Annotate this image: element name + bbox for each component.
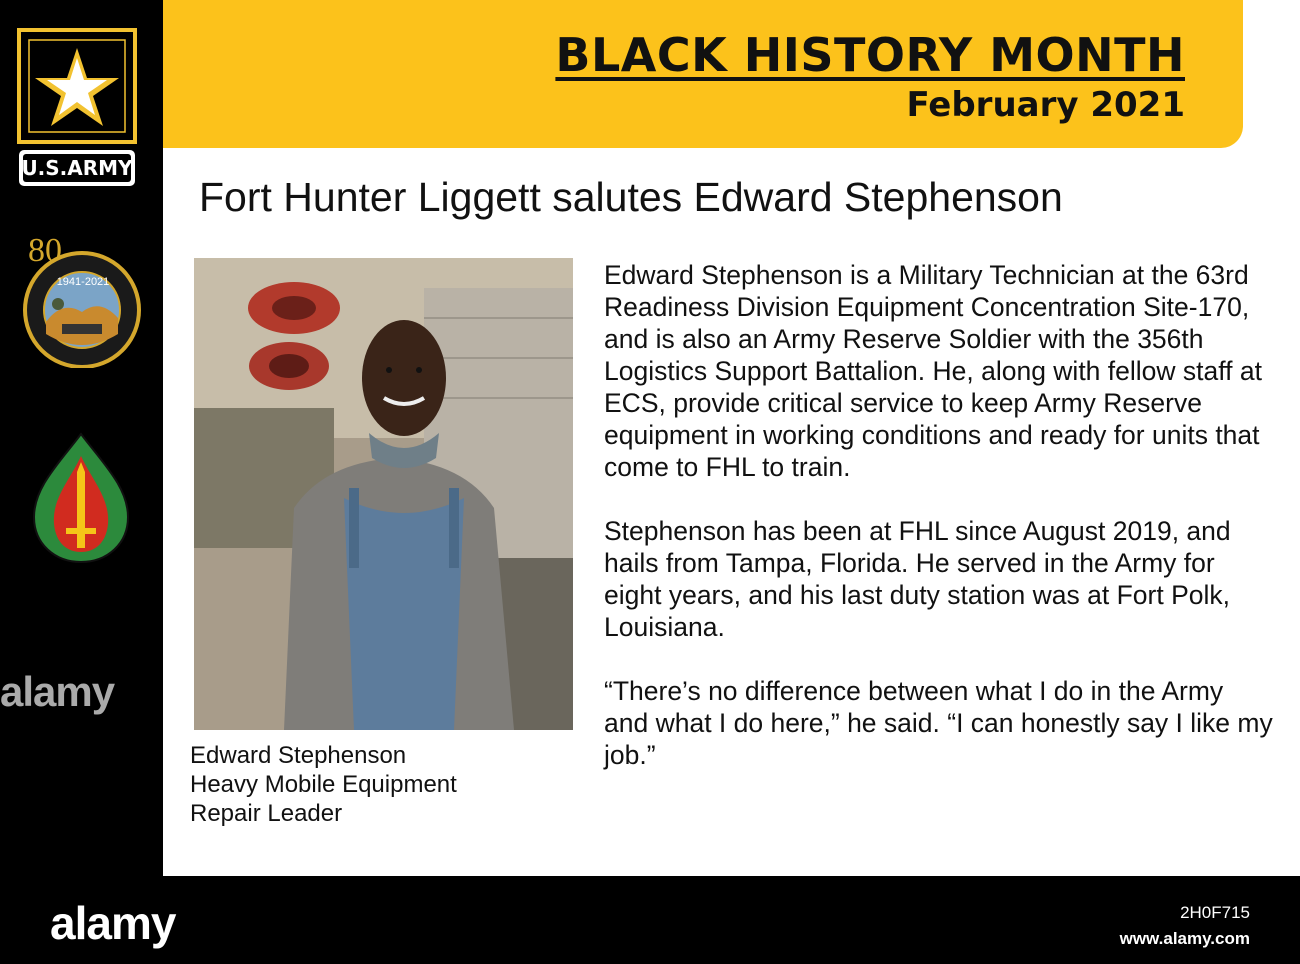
banner-title: BLACK HISTORY MONTH [555, 28, 1185, 82]
garrison-seal [18, 232, 144, 368]
army-logo-text: U.S.ARMY [21, 156, 133, 180]
paragraph-2: Stephenson has been at FHL since August 2019, and hails from Tampa, Florida. He served in the Army for eight years, and his last duty station was at Fort Polk, Louisiana. [604, 516, 1231, 642]
army-logo [17, 28, 137, 188]
headline: Fort Hunter Liggett salutes Edward Stephenson [199, 174, 1063, 220]
watermark-id [1120, 900, 1250, 952]
banner-subtitle: February 2021 [906, 85, 1185, 125]
division-patch [32, 432, 130, 564]
paragraph-3: “There’s no difference between what I do in the Army and what I do here,” he said. “I can honestly say I like my job.” [604, 676, 1273, 770]
watermark-image-id: 2H0F715 [1180, 903, 1250, 922]
banner [163, 0, 1243, 148]
sidebar [0, 0, 163, 876]
flame-sword-patch-icon [32, 432, 130, 564]
watermark-footer [0, 876, 1300, 964]
main-panel [163, 0, 1300, 876]
caption-title-line2: Repair Leader [190, 800, 343, 827]
paragraph-1: Edward Stephenson is a Military Technician at the 63rd Readiness Division Equipment Concentration Site-170, and is also an Army Reserve Soldier with the 356th Logistics Support Battalion. He, along with fellow staff at ECS, provide critical service to keep Army Reserve equipment in working conditions and ready for units that come to FHL to train. [604, 260, 1262, 482]
watermark-url: www.alamy.com [1119, 929, 1250, 948]
article-body [604, 259, 1274, 803]
caption-name: Edward Stephenson [190, 742, 407, 769]
caption-title-line1: Heavy Mobile Equipment [190, 771, 457, 798]
portrait-photo [194, 258, 573, 730]
photo-caption [190, 741, 457, 828]
watermark-logo: alamy [50, 897, 176, 949]
seal-number: 80 [28, 232, 62, 269]
watermark-side-logo: alamy [0, 668, 115, 715]
portrait-image [194, 258, 573, 730]
seal-years: 1941-2021 [56, 276, 110, 288]
